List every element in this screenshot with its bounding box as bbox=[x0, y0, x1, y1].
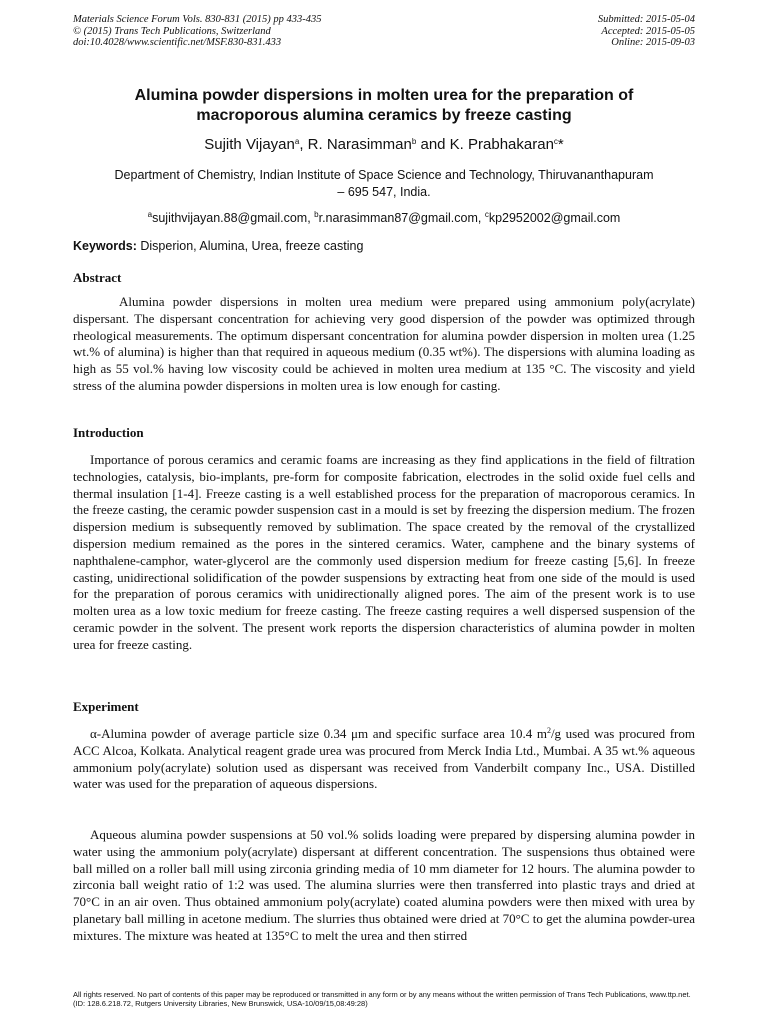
keywords-text: Disperion, Alumina, Urea, freeze casting bbox=[136, 239, 364, 253]
copyright-line: © (2015) Trans Tech Publications, Switzerland bbox=[73, 25, 271, 37]
journal-citation: Materials Science Forum Vols. 830-831 (2015) pp 433-435 bbox=[73, 14, 322, 25]
online-date: Online: 2015-09-03 bbox=[611, 37, 695, 48]
page-header bbox=[73, 14, 695, 49]
email-a-mark: a bbox=[147, 210, 153, 219]
abstract-paragraph: Alumina powder dispersions in molten urea medium were prepared using ammonium poly(acrylate) dispersant. The dispersant concentration for achieving very good dispersion of the powder was optimized through rheological measurements. The optimum dispersant concentration for alumina powder dispersion in molten urea (1.25 wt.% of alumina) is higher than that required in aqueous medium (0.35 wt%). The dispersions with alumina loading as high as 55 vol.% having low viscosity could be achieved in molten urea medium at 135 °C. The viscosity and yield stress of the alumina powder dispersions in molten urea is low enough for casting. bbox=[73, 294, 695, 393]
keywords-label: Keywords: bbox=[73, 239, 137, 253]
author-3: and K. Prabhakaran bbox=[416, 136, 554, 153]
email-b[interactable]: r.narasimman87@gmail.com, bbox=[318, 211, 485, 225]
author-2: , R. Narasimman bbox=[299, 136, 412, 153]
email-a[interactable]: sujithvijayan.88@gmail.com, bbox=[152, 211, 315, 225]
author-1: Sujith Vijayan bbox=[204, 136, 295, 153]
email-b-mark: b bbox=[314, 210, 319, 219]
introduction-heading: Introduction bbox=[73, 425, 144, 440]
submitted-date: Submitted: 2015-05-04 bbox=[597, 14, 695, 25]
email-c-mark: c bbox=[484, 210, 489, 219]
corresponding-star: * bbox=[557, 136, 564, 153]
experiment-paragraph-1 bbox=[73, 726, 695, 793]
email-c[interactable]: kp2952002@gmail.com bbox=[488, 211, 621, 225]
abstract-heading: Abstract bbox=[73, 270, 122, 285]
experiment-p1-end: /g used was procured from ACC Alcoa, Kolkata. Analytical reagent grade urea was procured from Merck India Ltd., Mumbai. A 35 wt.% aqueous ammonium poly(acrylate) solution used as dispersant was received from Vanderbilt company Inc., USA. Distilled water was used for the preparation of aqueous dispersions. bbox=[73, 726, 695, 792]
title-line-1: Alumina powder dispersions in molten urea for the preparation of bbox=[134, 87, 634, 104]
introduction-paragraph: Importance of porous ceramics and ceramic foams are increasing as they find applications in the field of filtration technologies, catalysis, bio-implants, pre-form for composite fabrication, electrodes in the solid oxide fuel cells and thermal insulation [1-4]. Freeze casting is a well established process for the preparation of macroporous ceramics. In the freeze casting, the ceramic powder suspension cast in a mould is set by freezing the dispersion medium. The frozen dispersion medium is subsequently removed by sublimation. The space created by the removal of the crystallized dispersion medium remained as the pores in the sintered ceramics. Water, camphene and the binary systems of naphthalene-camphor, water-glycerol are the commonly used dispersion medium for freeze casting [5,6]. In freeze casting, unidirectional solidification of the powder suspensions by extracting heat from one side of the mould is used for the preparation of porous ceramics with unidirectionally aligned pores. The aim of the present work is to use molten urea as a low toxic medium for freeze casting. The freeze casting requires a well dispersed suspension of the ceramic powder in the solvent. The present work reports the dispersion characteristics of alumina powder in molten urea for freeze casting. bbox=[73, 452, 695, 652]
doi-line: doi:10.4028/www.scientific.net/MSF.830-831.433 bbox=[73, 37, 282, 48]
author-list bbox=[73, 136, 695, 154]
author-emails bbox=[73, 210, 695, 226]
keywords bbox=[73, 238, 695, 254]
experiment-p1-start: α-Alumina powder of average particle size 0.34 μm and specific surface area 10.4 m bbox=[90, 726, 547, 741]
affiliation-line-1: Department of Chemistry, Indian Institute of Space Science and Technology, Thiruvananthapuram bbox=[114, 168, 654, 182]
experiment-paragraph-2: Aqueous alumina powder suspensions at 50 vol.% solids loading were prepared by dispersing alumina powder in water using the ammonium poly(acrylate) dispersant at different concentration. The suspensions thus obtained were ball milled on a roller ball mill using zirconia grinding media of 10 mm diameter for 12 hours. The alumina powder to zirconia ball weight ratio of 1:2 was used. The alumina slurries were then transferred into plastic trays and dried at 70°C in an air oven. Thus obtained ammonium poly(acrylate) coated alumina powders were then mixed with urea by planetary ball milling in acetone medium. The slurries thus obtained were dried at 70°C to get the alumina powder-urea mixtures. The mixture was heated at 135°C to melt the urea and then stirred bbox=[73, 827, 695, 943]
copyright-footer: All rights reserved. No part of contents of this paper may be reproduced or transmitted in any form or by any means without the written permission of Trans Tech Publications, www.ttp.net. (ID: 128.6.218.72, Rutgers University Libraries, New Brunswick, USA-10/09/15,08:49:28) bbox=[73, 990, 691, 1008]
paper-title bbox=[73, 86, 695, 126]
affiliation-line-2: – 695 547, India. bbox=[337, 184, 431, 199]
unit-superscript: 2 bbox=[546, 726, 551, 735]
accepted-date: Accepted: 2015-05-05 bbox=[601, 25, 695, 37]
affiliation bbox=[73, 167, 695, 200]
experiment-heading: Experiment bbox=[73, 699, 139, 714]
author-3-mark: c bbox=[553, 137, 558, 146]
title-line-2: macroporous alumina ceramics by freeze casting bbox=[196, 107, 572, 124]
author-1-mark: a bbox=[294, 137, 300, 146]
author-2-mark: b bbox=[411, 137, 417, 146]
